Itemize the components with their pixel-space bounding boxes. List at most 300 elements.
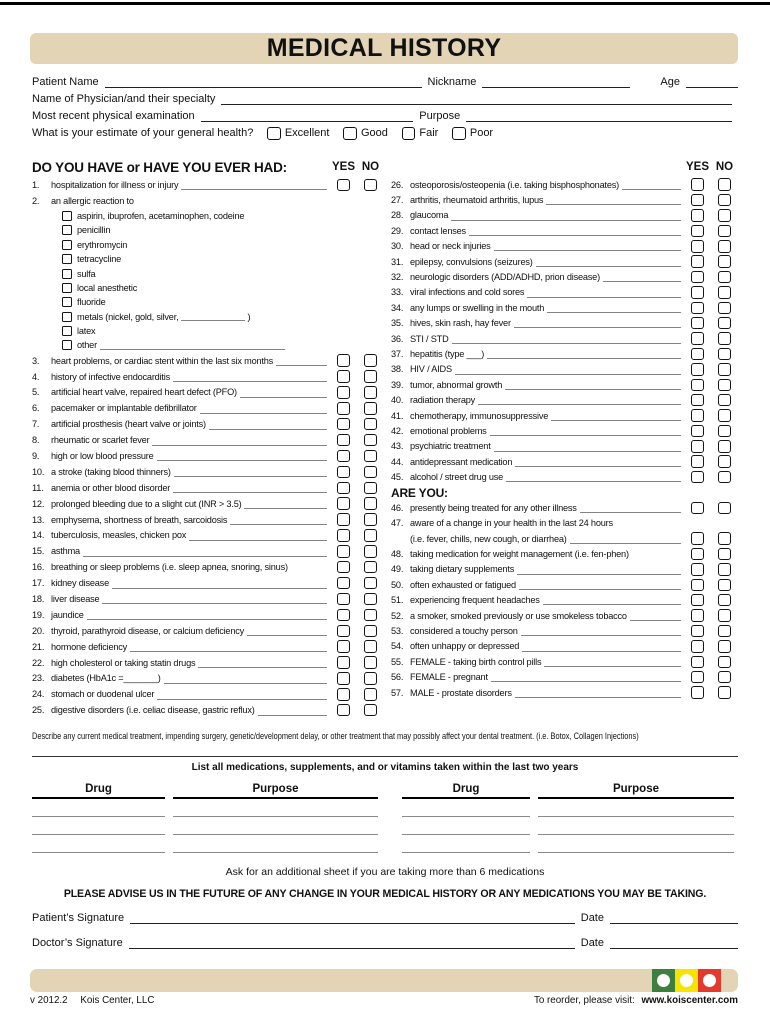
item-7-no-checkbox[interactable] <box>364 418 377 431</box>
item-34-answer-line[interactable] <box>547 303 681 313</box>
item-19-answer-line[interactable] <box>87 610 327 620</box>
item-33-no-checkbox[interactable] <box>718 286 731 299</box>
item-43 <box>391 439 738 454</box>
item-13-yes-checkbox[interactable] <box>337 513 350 526</box>
item-34 <box>391 300 738 315</box>
item-28-answer-line[interactable] <box>451 211 681 221</box>
item-32-answer-line[interactable] <box>603 272 681 282</box>
item-number: 38. <box>391 364 404 375</box>
item-55-answer-line[interactable] <box>544 657 681 667</box>
item-26-yes-checkbox[interactable] <box>691 178 704 191</box>
item-5-yes-checkbox[interactable] <box>337 386 350 399</box>
item-47-answer-line[interactable] <box>570 534 681 544</box>
item-16-yes-checkbox[interactable] <box>337 561 350 574</box>
item-30-answer-line[interactable] <box>494 241 681 251</box>
item-number: 52. <box>391 610 404 621</box>
medication-input[interactable] <box>173 817 378 835</box>
medication-input[interactable] <box>402 835 530 853</box>
doctor-date-input[interactable] <box>610 938 738 949</box>
allergy-latex-checkbox[interactable] <box>62 326 72 336</box>
item-22-no-checkbox[interactable] <box>364 656 377 669</box>
item-31-answer-line[interactable] <box>536 257 681 267</box>
checklist-header <box>32 157 384 177</box>
item-number: 2. <box>32 195 40 206</box>
item-46-no-checkbox[interactable] <box>718 502 731 515</box>
item-text: often exhausted or fatigued <box>410 579 516 590</box>
item-50-answer-line[interactable] <box>519 580 681 590</box>
item-49-no-checkbox[interactable] <box>718 563 731 576</box>
item-5-answer-line[interactable] <box>240 388 327 398</box>
item-36-no-checkbox[interactable] <box>718 332 731 345</box>
medication-column-header: Purpose <box>173 783 378 799</box>
item-number: 17. <box>32 578 45 589</box>
age-input[interactable] <box>686 77 738 88</box>
treatment-details-input[interactable] <box>32 745 738 757</box>
item-10-yes-checkbox[interactable] <box>337 466 350 479</box>
item-5-no-checkbox[interactable] <box>364 386 377 399</box>
item-number: 39. <box>391 379 404 390</box>
item-27 <box>391 192 738 207</box>
item-48-yes-checkbox[interactable] <box>691 548 704 561</box>
allergy-option-label: tetracycline <box>77 254 122 265</box>
item-23-answer-line[interactable] <box>164 674 327 684</box>
item-number: 11. <box>32 482 44 493</box>
item-55-no-checkbox[interactable] <box>718 656 731 669</box>
item-37-yes-checkbox[interactable] <box>691 348 704 361</box>
item-45-yes-checkbox[interactable] <box>691 471 704 484</box>
medication-input[interactable] <box>173 835 378 853</box>
item-26-no-checkbox[interactable] <box>718 178 731 191</box>
reorder-text: To reorder, please visit: <box>533 995 635 1006</box>
item-3-answer-line[interactable] <box>276 356 327 366</box>
item-text: taking dietary supplements <box>410 564 515 575</box>
health-fair-checkbox[interactable] <box>402 127 416 141</box>
patient-name-label: Patient Name <box>32 76 99 88</box>
green-dot-icon <box>652 969 675 992</box>
item-43-yes-checkbox[interactable] <box>691 440 704 453</box>
allergy-option-row <box>32 295 384 309</box>
kois-logo <box>652 969 721 992</box>
item-text: artificial prosthesis (heart valve or joints) <box>51 419 206 430</box>
item-49-answer-line[interactable] <box>517 565 681 575</box>
item-3-yes-checkbox[interactable] <box>337 354 350 367</box>
item-number: 15. <box>32 546 45 557</box>
item-8-no-checkbox[interactable] <box>364 434 377 447</box>
item-11-yes-checkbox[interactable] <box>337 482 350 495</box>
item-31-yes-checkbox[interactable] <box>691 255 704 268</box>
item-32-no-checkbox[interactable] <box>718 271 731 284</box>
item-24-no-checkbox[interactable] <box>364 688 377 701</box>
item-7-yes-checkbox[interactable] <box>337 418 350 431</box>
item-number: 42. <box>391 425 404 436</box>
item-40-no-checkbox[interactable] <box>718 394 731 407</box>
item-47-yes-checkbox[interactable] <box>691 532 704 545</box>
health-question: What is your estimate of your general health? <box>32 127 254 139</box>
allergy-metals-checkbox[interactable] <box>62 312 72 322</box>
item-30-no-checkbox[interactable] <box>718 240 731 253</box>
item-7-answer-line[interactable] <box>209 420 327 430</box>
physician-row <box>32 89 738 106</box>
allergy-option-row <box>32 281 384 295</box>
item-12-yes-checkbox[interactable] <box>337 497 350 510</box>
item-45-no-checkbox[interactable] <box>718 471 731 484</box>
item-39-answer-line[interactable] <box>505 380 681 390</box>
item-1-no-checkbox[interactable] <box>364 179 377 192</box>
exam-row <box>32 106 738 123</box>
item-text: breathing or sleep problems (i.e. sleep apnea, snoring, sinus) <box>51 562 288 573</box>
item-29-no-checkbox[interactable] <box>718 225 731 238</box>
item-number: 10. <box>32 466 45 477</box>
item-36-yes-checkbox[interactable] <box>691 332 704 345</box>
item-text: considered a touchy person <box>410 626 518 637</box>
item-34-yes-checkbox[interactable] <box>691 302 704 315</box>
allergy-other-checkbox[interactable] <box>62 340 72 350</box>
item-56-no-checkbox[interactable] <box>718 671 731 684</box>
medication-input[interactable] <box>402 799 530 817</box>
item-25-answer-line[interactable] <box>258 706 327 716</box>
allergy-option-row <box>32 223 384 237</box>
item-9-yes-checkbox[interactable] <box>337 450 350 463</box>
item-11-answer-line[interactable] <box>173 483 327 493</box>
item-number: 34. <box>391 302 404 313</box>
item-1-yes-checkbox[interactable] <box>337 179 350 192</box>
item-11-no-checkbox[interactable] <box>364 482 377 495</box>
item-40-yes-checkbox[interactable] <box>691 394 704 407</box>
allergy-sulfa-checkbox[interactable] <box>62 269 72 279</box>
allergy-tetracycline-checkbox[interactable] <box>62 254 72 264</box>
exam-label: Most recent physical examination <box>32 110 195 122</box>
allergy-fluoride-checkbox[interactable] <box>62 297 72 307</box>
item-12-answer-line[interactable] <box>244 499 327 509</box>
item-38-yes-checkbox[interactable] <box>691 363 704 376</box>
item-10-no-checkbox[interactable] <box>364 466 377 479</box>
item-20-yes-checkbox[interactable] <box>337 625 350 638</box>
item-text: arthritis, rheumatoid arthritis, lupus <box>410 195 544 206</box>
item-text: often unhappy or depressed <box>410 641 520 652</box>
item-33-yes-checkbox[interactable] <box>691 286 704 299</box>
item-18-yes-checkbox[interactable] <box>337 593 350 606</box>
item-41-answer-line[interactable] <box>551 411 681 421</box>
exam-input[interactable] <box>201 111 414 122</box>
item-number: 50. <box>391 579 404 590</box>
item-number: 40. <box>391 395 404 406</box>
item-13-no-checkbox[interactable] <box>364 513 377 526</box>
item-42-answer-line[interactable] <box>490 426 681 436</box>
item-48-no-checkbox[interactable] <box>718 548 731 561</box>
item-31-no-checkbox[interactable] <box>718 255 731 268</box>
item-51-answer-line[interactable] <box>543 595 681 605</box>
item-8-answer-line[interactable] <box>152 436 327 446</box>
item-number: 54. <box>391 641 404 652</box>
item-17-answer-line[interactable] <box>112 579 327 589</box>
item-19-yes-checkbox[interactable] <box>337 609 350 622</box>
item-12-no-checkbox[interactable] <box>364 497 377 510</box>
item-4-yes-checkbox[interactable] <box>337 370 350 383</box>
item-35-answer-line[interactable] <box>514 318 681 328</box>
item-text: head or neck injuries <box>410 241 491 252</box>
item-44-answer-line[interactable] <box>515 457 681 467</box>
item-5 <box>32 384 384 400</box>
item-32-yes-checkbox[interactable] <box>691 271 704 284</box>
item-40-answer-line[interactable] <box>478 395 681 405</box>
item-text: aware of a change in your health in the last 24 hours <box>410 518 613 529</box>
item-57-no-checkbox[interactable] <box>718 686 731 699</box>
item-23-yes-checkbox[interactable] <box>337 672 350 685</box>
item-18 <box>32 591 384 607</box>
item-54-no-checkbox[interactable] <box>718 640 731 653</box>
item-46-answer-line[interactable] <box>580 503 681 513</box>
doctor-signature-input[interactable] <box>129 938 575 949</box>
item-53-yes-checkbox[interactable] <box>691 625 704 638</box>
item-1-answer-line[interactable] <box>181 180 327 190</box>
item-57-yes-checkbox[interactable] <box>691 686 704 699</box>
item-14-answer-line[interactable] <box>189 531 327 541</box>
item-number: 46. <box>391 502 404 513</box>
item-27-answer-line[interactable] <box>546 195 681 205</box>
item-24-answer-line[interactable] <box>157 690 327 700</box>
item-13-answer-line[interactable] <box>230 515 327 525</box>
item-text: high cholesterol or taking statin drugs <box>51 657 196 668</box>
item-6-answer-line[interactable] <box>200 404 327 414</box>
medication-input[interactable] <box>538 835 734 853</box>
item-49 <box>391 562 738 577</box>
item-4-answer-line[interactable] <box>173 372 327 382</box>
health-good-checkbox[interactable] <box>343 127 357 141</box>
nickname-input[interactable] <box>482 77 630 88</box>
advisory-text: PLEASE ADVISE US IN THE FUTURE OF ANY CHANGE IN YOUR MEDICAL HISTORY OR ANY MEDICATIONS YOU MAY BE TAKING. <box>63 888 707 900</box>
checklist-heading: DO YOU HAVE or HAVE YOU EVER HAD: <box>32 159 287 175</box>
item-50-yes-checkbox[interactable] <box>691 579 704 592</box>
item-25-no-checkbox[interactable] <box>364 704 377 717</box>
item-41-yes-checkbox[interactable] <box>691 409 704 422</box>
item-4 <box>32 369 384 385</box>
treatment-note: Describe any current medical treatment, impending surgery, genetic/development delay, or other treatment that may possibly affect your dental treatment. (i.e. Botox, Collagen Injections) <box>32 731 639 742</box>
item-text: hospitalization for illness or injury <box>51 179 179 190</box>
allergy-other-input[interactable] <box>181 311 245 321</box>
item-38-no-checkbox[interactable] <box>718 363 731 376</box>
item-16 <box>32 559 384 575</box>
no-column-label: NO <box>361 161 380 173</box>
item-text: contact lenses <box>410 225 466 236</box>
item-39-no-checkbox[interactable] <box>718 379 731 392</box>
item-56-yes-checkbox[interactable] <box>691 671 704 684</box>
item-37-no-checkbox[interactable] <box>718 348 731 361</box>
allergy-option-row <box>32 324 384 338</box>
item-9-no-checkbox[interactable] <box>364 450 377 463</box>
item-20-answer-line[interactable] <box>247 626 327 636</box>
medication-input[interactable] <box>32 835 165 853</box>
item-26-answer-line[interactable] <box>622 180 681 190</box>
item-35-no-checkbox[interactable] <box>718 317 731 330</box>
item-6-no-checkbox[interactable] <box>364 402 377 415</box>
item-44-no-checkbox[interactable] <box>718 455 731 468</box>
item-47-no-checkbox[interactable] <box>718 532 731 545</box>
medications-note: Ask for an additional sheet if you are taking more than 6 medications <box>225 866 545 878</box>
item-17-yes-checkbox[interactable] <box>337 577 350 590</box>
red-dot-icon <box>698 969 721 992</box>
purpose-input[interactable] <box>466 111 732 122</box>
medication-column-header: Drug <box>32 783 165 799</box>
item-18-no-checkbox[interactable] <box>364 593 377 606</box>
item-26 <box>391 177 738 192</box>
item-21-answer-line[interactable] <box>130 642 327 652</box>
age-label: Age <box>660 76 680 88</box>
item-37 <box>391 346 738 361</box>
item-52-no-checkbox[interactable] <box>718 609 731 622</box>
item-41-no-checkbox[interactable] <box>718 409 731 422</box>
allergy-local-checkbox[interactable] <box>62 283 72 293</box>
item-38-answer-line[interactable] <box>455 365 681 375</box>
reorder-url[interactable]: www.koiscenter.com <box>641 995 738 1006</box>
item-4-no-checkbox[interactable] <box>364 370 377 383</box>
item-17-no-checkbox[interactable] <box>364 577 377 590</box>
item-51-no-checkbox[interactable] <box>718 594 731 607</box>
allergy-aspirin-checkbox[interactable] <box>62 211 72 221</box>
item-51-yes-checkbox[interactable] <box>691 594 704 607</box>
item-15-answer-line[interactable] <box>83 547 327 557</box>
item-53-no-checkbox[interactable] <box>718 625 731 638</box>
item-43-no-checkbox[interactable] <box>718 440 731 453</box>
item-23-no-checkbox[interactable] <box>364 672 377 685</box>
item-19-no-checkbox[interactable] <box>364 609 377 622</box>
item-21-no-checkbox[interactable] <box>364 640 377 653</box>
item-43-answer-line[interactable] <box>494 442 681 452</box>
patient-signature-input[interactable] <box>130 913 575 924</box>
item-53-answer-line[interactable] <box>521 626 681 636</box>
medication-input[interactable] <box>32 817 165 835</box>
item-6-yes-checkbox[interactable] <box>337 402 350 415</box>
item-text-continued: (i.e. fever, chills, new cough, or diarrhea) <box>410 533 567 544</box>
item-22-answer-line[interactable] <box>198 658 327 668</box>
allergy-option-label: metals (nickel, gold, silver, <box>77 311 179 322</box>
item-8-yes-checkbox[interactable] <box>337 434 350 447</box>
top-border-line <box>0 2 770 5</box>
item-29-yes-checkbox[interactable] <box>691 225 704 238</box>
doctor-signature-row <box>32 937 738 950</box>
item-number: 55. <box>391 656 404 667</box>
item-45-answer-line[interactable] <box>506 472 681 482</box>
item-52-answer-line[interactable] <box>630 611 681 621</box>
item-20-no-checkbox[interactable] <box>364 625 377 638</box>
health-poor-checkbox[interactable] <box>452 127 466 141</box>
item-14-yes-checkbox[interactable] <box>337 529 350 542</box>
item-25-yes-checkbox[interactable] <box>337 704 350 717</box>
item-44 <box>391 454 738 469</box>
item-text: glaucoma <box>410 210 449 221</box>
item-28-no-checkbox[interactable] <box>718 209 731 222</box>
item-37-answer-line[interactable] <box>487 349 681 359</box>
item-number: 25. <box>32 705 45 716</box>
health-excellent-checkbox[interactable] <box>267 127 281 141</box>
checklist-left-column <box>32 157 384 718</box>
item-14-no-checkbox[interactable] <box>364 529 377 542</box>
item-14 <box>32 527 384 543</box>
item-35-yes-checkbox[interactable] <box>691 317 704 330</box>
item-number: 9. <box>32 450 40 461</box>
allergy-other-input[interactable] <box>100 340 285 350</box>
item-text: emotional problems <box>410 425 487 436</box>
item-49-yes-checkbox[interactable] <box>691 563 704 576</box>
item-50-no-checkbox[interactable] <box>718 579 731 592</box>
yes-column-label: YES <box>685 161 709 173</box>
item-1 <box>32 177 384 193</box>
item-text: psychiatric treatment <box>410 441 491 452</box>
item-29-answer-line[interactable] <box>469 226 681 236</box>
item-12 <box>32 496 384 512</box>
item-57-answer-line[interactable] <box>515 688 681 698</box>
item-text: neurologic disorders (ADD/ADHD, prion disease) <box>410 272 600 283</box>
item-46-yes-checkbox[interactable] <box>691 502 704 515</box>
patient-name-input[interactable] <box>105 77 422 88</box>
item-33-answer-line[interactable] <box>527 288 681 298</box>
item-18-answer-line[interactable] <box>102 594 327 604</box>
item-16-no-checkbox[interactable] <box>364 561 377 574</box>
item-54-answer-line[interactable] <box>522 642 681 652</box>
item-number: 33. <box>391 287 404 298</box>
item-39-yes-checkbox[interactable] <box>691 379 704 392</box>
item-40 <box>391 392 738 407</box>
item-10-answer-line[interactable] <box>174 467 327 477</box>
medication-input[interactable] <box>32 799 165 817</box>
patient-name-row <box>32 72 738 89</box>
item-number: 30. <box>391 241 404 252</box>
item-15-yes-checkbox[interactable] <box>337 545 350 558</box>
item-3-no-checkbox[interactable] <box>364 354 377 367</box>
item-24-yes-checkbox[interactable] <box>337 688 350 701</box>
item-30-yes-checkbox[interactable] <box>691 240 704 253</box>
item-text: FEMALE - taking birth control pills <box>410 656 542 667</box>
item-text: presently being treated for any other illness <box>410 502 577 513</box>
item-28-yes-checkbox[interactable] <box>691 209 704 222</box>
item-number: 27. <box>391 195 404 206</box>
medication-input[interactable] <box>538 799 734 817</box>
item-44-yes-checkbox[interactable] <box>691 455 704 468</box>
checklist-header <box>391 157 738 177</box>
item-text: taking medication for weight management (i.e. fen-phen) <box>410 549 629 560</box>
footer-right <box>534 995 738 1006</box>
item-number: 14. <box>32 530 45 541</box>
item-52-yes-checkbox[interactable] <box>691 609 704 622</box>
item-56-answer-line[interactable] <box>491 672 681 682</box>
item-46 <box>391 500 738 515</box>
item-54-yes-checkbox[interactable] <box>691 640 704 653</box>
item-text: liver disease <box>51 593 100 604</box>
medication-input[interactable] <box>538 817 734 835</box>
item-27-yes-checkbox[interactable] <box>691 194 704 207</box>
item-42-yes-checkbox[interactable] <box>691 425 704 438</box>
item-36-answer-line[interactable] <box>452 334 681 344</box>
item-9-answer-line[interactable] <box>157 451 327 461</box>
patient-date-input[interactable] <box>610 913 738 924</box>
item-15-no-checkbox[interactable] <box>364 545 377 558</box>
medication-input[interactable] <box>173 799 378 817</box>
item-number: 56. <box>391 672 404 683</box>
item-27-no-checkbox[interactable] <box>718 194 731 207</box>
health-option-label: Excellent <box>284 127 330 140</box>
medication-input[interactable] <box>402 817 530 835</box>
item-21-yes-checkbox[interactable] <box>337 640 350 653</box>
physician-input[interactable] <box>221 94 732 105</box>
item-55-yes-checkbox[interactable] <box>691 656 704 669</box>
item-number: 16. <box>32 562 45 573</box>
item-text: alcohol / street drug use <box>410 472 504 483</box>
item-34-no-checkbox[interactable] <box>718 302 731 315</box>
allergy-erythromycin-checkbox[interactable] <box>62 240 72 250</box>
item-42-no-checkbox[interactable] <box>718 425 731 438</box>
item-text: heart problems, or cardiac stent within the last six months <box>51 355 274 366</box>
item-22-yes-checkbox[interactable] <box>337 656 350 669</box>
allergy-penicillin-checkbox[interactable] <box>62 225 72 235</box>
